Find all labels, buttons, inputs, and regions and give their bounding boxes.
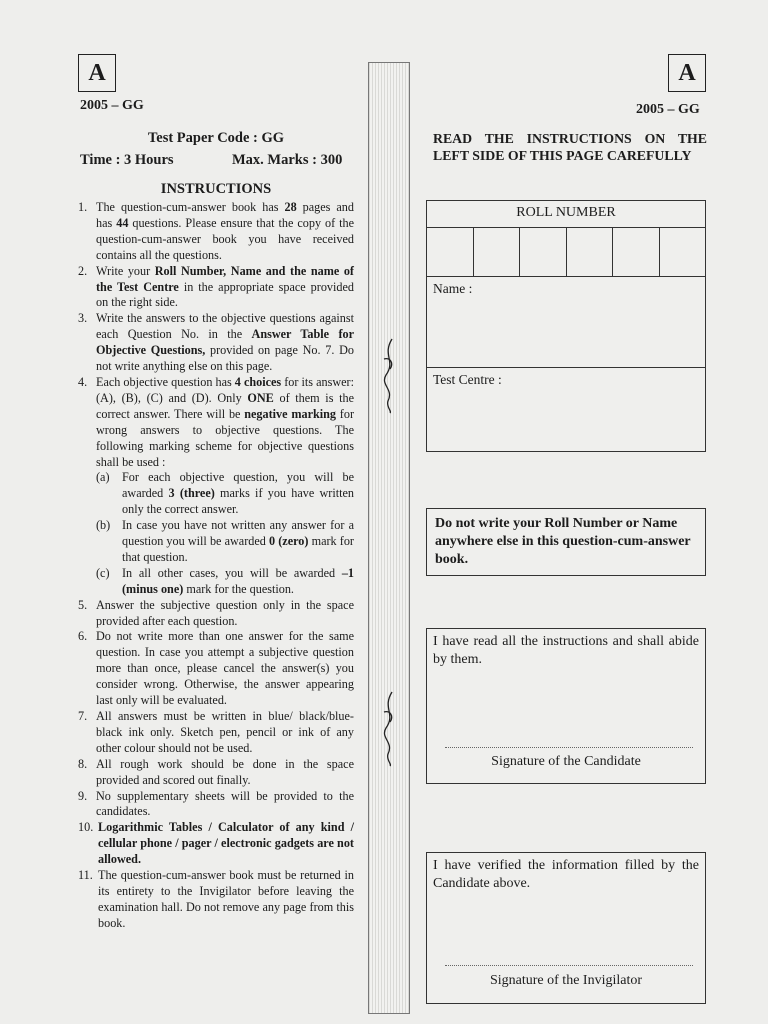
initial-signature-mark: [378, 688, 400, 768]
instruction-item: 2. Write your Roll Number, Name and the name of the Test Centre in the appropriate space provided on the right side.: [78, 263, 354, 310]
roll-number-grid[interactable]: [427, 227, 705, 277]
roll-number-cell[interactable]: [660, 228, 706, 276]
candidate-details-box: [426, 200, 706, 452]
binding-spine: [368, 62, 410, 1014]
set-code-box-right: A: [668, 54, 706, 92]
candidate-statement: I have read all the instructions and shall abide by them.: [433, 634, 699, 667]
invigilator-verification-box: [426, 852, 706, 1004]
roll-number-cell[interactable]: [427, 228, 474, 276]
test-centre-label: Test Centre :: [433, 372, 502, 387]
instruction-subitem: (b) In case you have not written any answer for a question you will be awarded 0 (zero) mark for that question.: [96, 518, 354, 564]
instruction-item: 1. The question-cum-answer book has 28 pages and has 44 questions. Please ensure that the copy of the question-cum-answer book you have received contains all the questions.: [78, 200, 355, 262]
instruction-item: 11. The question-cum-answer book must be returned in its entirety to the Invigilator before leaving the examination hall. Do not remove any page from this book.: [78, 868, 354, 930]
warning-note-box: [426, 508, 706, 576]
warning-note: Do not write your Roll Number or Name anywhere else in this question-cum-answer book.: [435, 516, 691, 567]
read-instructions-heading: READ THE INSTRUCTIONS ON THE LEFT SIDE OF THIS PAGE CAREFULLY: [433, 131, 707, 163]
invigilator-statement: I have verified the information filled by the Candidate above.: [433, 858, 699, 891]
candidate-signature-label: Signature of the Candidate: [491, 754, 641, 769]
candidate-declaration-box: [426, 628, 706, 784]
year-code-left: 2005 – GG: [80, 98, 144, 113]
instruction-item: 6. Do not write more than one answer for the same question. In case you attempt a subjective question more than once, please cancel the answer(s) you consider wrong. Otherwise, the answer appearing last only will be evaluated.: [78, 629, 354, 708]
test-paper-code: Test Paper Code : GG: [147, 130, 285, 146]
instruction-item: 4. Each objective question has 4 choices for its answer: (A), (B), (C) and (D). Only ONE of them is the correct answer. There will be negative marking for wrong answers to objective questions. The following marking scheme for objective questions shall be used : (a) For each objective question, you will be awarded 3 (three) marks if you have written only the correct answer. (b) In case you have not written any answer for a question you will be awarded 0 (zero) mark for that question. (c) In all other cases, you will be awarded –1 (minus one) mark for the question.: [78, 374, 355, 596]
roll-number-cell[interactable]: [474, 228, 521, 276]
instruction-subitem: (c) In all other cases, you will be awarded –1 (minus one) mark for the question.: [96, 565, 354, 596]
roll-number-cell[interactable]: [613, 228, 660, 276]
instruction-item: 9. No supplementary sheets will be provided to the candidates.: [78, 788, 354, 819]
name-label: Name :: [433, 281, 473, 296]
year-code-right: 2005 – GG: [636, 102, 700, 117]
instructions-title: INSTRUCTIONS: [160, 181, 272, 197]
invigilator-signature-line[interactable]: [445, 965, 693, 966]
roll-number-cell[interactable]: [520, 228, 567, 276]
instruction-subitem: (a) For each objective question, you will be awarded 3 (three) marks if you have written only the correct answer.: [96, 470, 354, 517]
name-field[interactable]: [427, 277, 705, 368]
instruction-item: 8. All rough work should be done in the space provided and scored out finally.: [78, 756, 354, 787]
initial-signature-mark: [378, 335, 400, 415]
roll-number-cell[interactable]: [567, 228, 614, 276]
instruction-item: 3. Write the answers to the objective questions against each Question No. in the Answer Table for Objective Questions, provided on page No. 7. Do not write anything else on this page.: [78, 311, 355, 374]
instruction-item: 5. Answer the subjective question only in the space provided after each question.: [78, 597, 354, 628]
candidate-signature-line[interactable]: [445, 747, 693, 748]
instructions-list: [78, 200, 354, 932]
roll-number-label: ROLL NUMBER: [516, 205, 616, 220]
time-label: Time : 3 Hours: [80, 152, 174, 168]
max-marks-label: Max. Marks : 300: [232, 152, 343, 168]
test-centre-field[interactable]: [427, 368, 705, 438]
set-code-box-left: A: [78, 54, 116, 92]
instruction-item: 7. All answers must be written in blue/ black/blue-black ink only. Sketch pen, pencil or ink of any other colour should not be used.: [78, 709, 354, 755]
instruction-item: 10. Logarithmic Tables / Calculator of any kind / cellular phone / pager / electronic gadgets are not allowed.: [78, 820, 354, 867]
invigilator-signature-label: Signature of the Invigilator: [489, 973, 643, 988]
